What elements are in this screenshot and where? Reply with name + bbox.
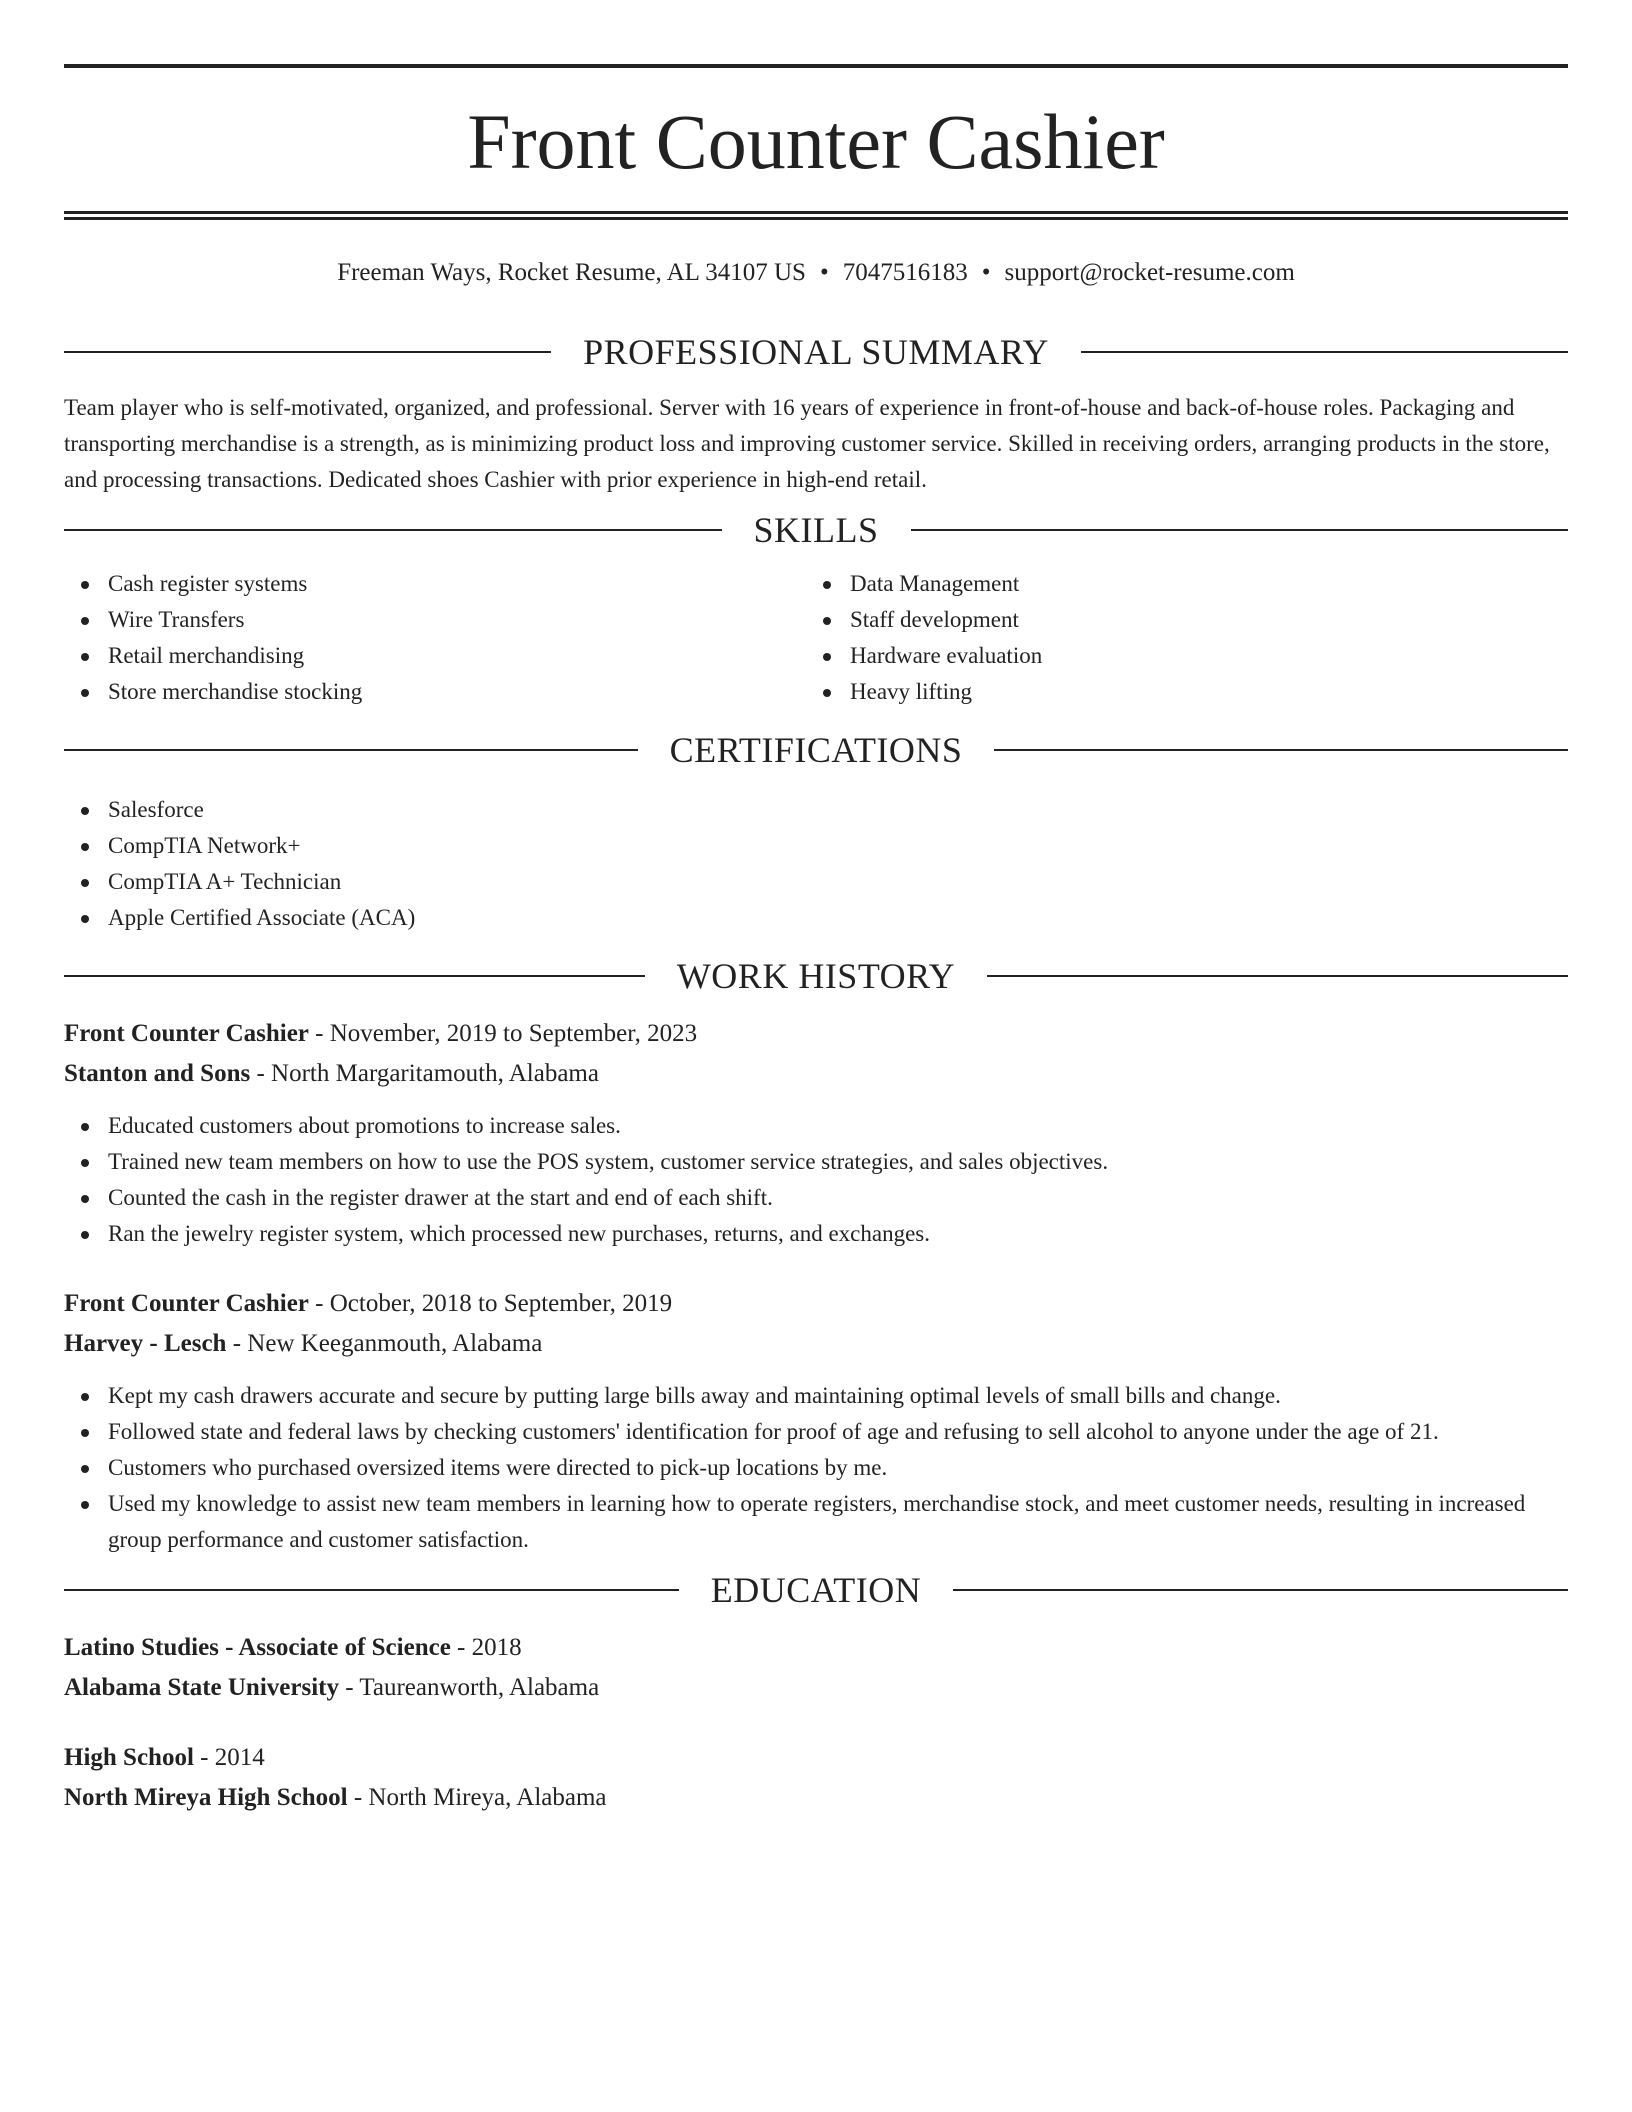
certification-item: CompTIA Network+	[64, 828, 1568, 864]
job-bullet: Kept my cash drawers accurate and secure by putting large bills away and maintaining optimal levels of small bills and change.	[64, 1378, 1568, 1414]
job-entry	[64, 1284, 1568, 1558]
skill-item: Retail merchandising	[64, 638, 806, 674]
job-bullet: Educated customers about promotions to increase sales.	[64, 1108, 1568, 1144]
skills-grid	[64, 566, 1568, 710]
education-heading: EDUCATION	[710, 1570, 922, 1610]
skill-item: Heavy lifting	[806, 674, 1548, 710]
work-section-header	[64, 956, 1568, 996]
job-title: Front Counter Cashier	[64, 1290, 309, 1317]
contact-phone: 7047516183	[842, 259, 968, 286]
divider-line	[64, 749, 638, 751]
divider-line	[64, 975, 645, 977]
certification-item: CompTIA A+ Technician	[64, 864, 1568, 900]
skills-heading: SKILLS	[753, 510, 879, 550]
skill-item: Store merchandise stocking	[64, 674, 806, 710]
education-school-line	[64, 1668, 1568, 1708]
divider-line	[64, 351, 551, 353]
job-bullets	[64, 1378, 1568, 1558]
education-location: - Taureanworth, Alabama	[338, 1674, 600, 1701]
job-dates: - November, 2019 to September, 2023	[308, 1020, 698, 1047]
resume-title: Front Counter Cashier	[467, 98, 1165, 185]
job-title-line	[64, 1014, 1568, 1054]
job-bullet: Used my knowledge to assist new team members in learning how to operate registers, merchandise stock, and meet customer needs, resulting in increased group performance and customer satisfaction.	[64, 1486, 1568, 1558]
education-degree: High School	[64, 1744, 194, 1771]
resume-content	[64, 64, 1568, 1818]
certification-item: Apple Certified Associate (ACA)	[64, 900, 1568, 936]
education-entry	[64, 1628, 1568, 1708]
divider-line	[1081, 351, 1568, 353]
contact-address: Freeman Ways, Rocket Resume, AL 34107 US	[337, 259, 806, 286]
contact-line	[64, 258, 1568, 288]
job-bullet: Ran the jewelry register system, which processed new purchases, returns, and exchanges.	[64, 1216, 1568, 1252]
education-school-line	[64, 1778, 1568, 1818]
summary-text: Team player who is self-motivated, organized, and professional. Server with 16 years of experience in front-of-house and back-of-house roles. Packaging and transporting merchandise is a strength, as is minimizing product loss and improving customer service. Skilled in receiving orders, arranging products in the store, and processing transactions. Dedicated shoes Cashier with prior experience in high-end retail.	[64, 395, 1550, 492]
certifications-heading: CERTIFICATIONS	[669, 730, 963, 770]
skills-list-right	[806, 566, 1548, 710]
education-year: - 2014	[193, 1744, 265, 1771]
divider-line	[911, 529, 1569, 531]
divider-line	[994, 749, 1568, 751]
certifications-list	[64, 792, 1568, 936]
divider-line	[953, 1589, 1568, 1591]
job-location: - New Keeganmouth, Alabama	[226, 1330, 543, 1357]
education-school: North Mireya High School	[64, 1784, 348, 1811]
skill-item: Data Management	[806, 566, 1548, 602]
certification-item: Salesforce	[64, 792, 1568, 828]
job-company-line	[64, 1054, 1568, 1094]
job-company: Stanton and Sons	[64, 1060, 251, 1087]
education-degree-line	[64, 1628, 1568, 1668]
summary-heading: PROFESSIONAL SUMMARY	[583, 332, 1049, 372]
education-location: - North Mireya, Alabama	[347, 1784, 607, 1811]
job-bullets	[64, 1108, 1568, 1252]
skills-section-header	[64, 510, 1568, 550]
education-year: - 2018	[450, 1634, 522, 1661]
divider-line	[64, 1589, 679, 1591]
education-school: Alabama State University	[64, 1674, 339, 1701]
job-bullet: Followed state and federal laws by checking customers' identification for proof of age and refusing to sell alcohol to anyone under the age of 21.	[64, 1414, 1568, 1450]
education-entry	[64, 1738, 1568, 1818]
job-location: - North Margaritamouth, Alabama	[250, 1060, 599, 1087]
contact-email[interactable]: support@rocket-resume.com	[1004, 259, 1295, 286]
contact-separator: •	[981, 259, 991, 286]
job-company: Harvey - Lesch	[64, 1330, 227, 1357]
skills-list-left	[64, 566, 806, 710]
certifications-section-header	[64, 730, 1568, 770]
double-rule	[64, 211, 1568, 220]
job-company-line	[64, 1324, 1568, 1364]
divider-line	[987, 975, 1568, 977]
skill-item: Hardware evaluation	[806, 638, 1548, 674]
job-dates: - October, 2018 to September, 2019	[308, 1290, 673, 1317]
work-heading: WORK HISTORY	[676, 956, 956, 996]
skill-item: Staff development	[806, 602, 1548, 638]
job-bullet: Counted the cash in the register drawer at the start and end of each shift.	[64, 1180, 1568, 1216]
divider-line	[64, 529, 722, 531]
job-entry	[64, 1014, 1568, 1252]
job-bullet: Trained new team members on how to use the POS system, customer service strategies, and sales objectives.	[64, 1144, 1568, 1180]
education-degree: Latino Studies - Associate of Science	[64, 1634, 451, 1661]
education-degree-line	[64, 1738, 1568, 1778]
contact-separator: •	[819, 259, 829, 286]
education-section-header	[64, 1570, 1568, 1610]
skill-item: Cash register systems	[64, 566, 806, 602]
summary-section-header	[64, 332, 1568, 372]
skill-item: Wire Transfers	[64, 602, 806, 638]
job-bullet: Customers who purchased oversized items were directed to pick-up locations by me.	[64, 1450, 1568, 1486]
job-title-line	[64, 1284, 1568, 1324]
job-title: Front Counter Cashier	[64, 1020, 309, 1047]
